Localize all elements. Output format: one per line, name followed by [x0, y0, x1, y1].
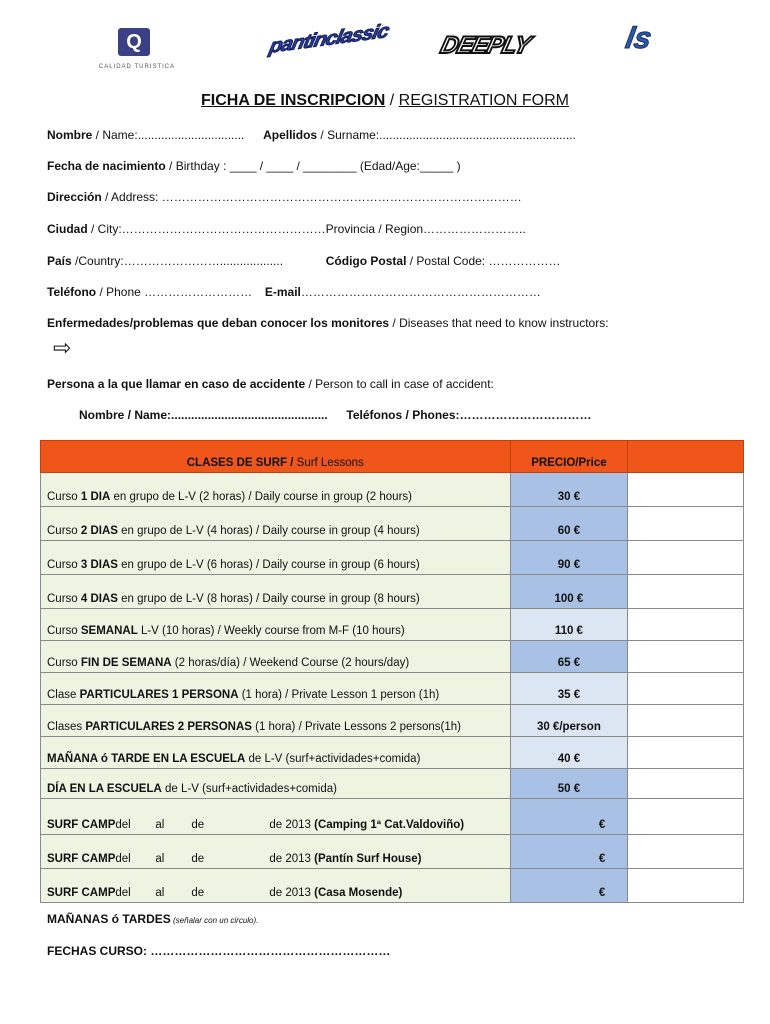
price-table	[40, 440, 744, 903]
pais-blank[interactable]: /Country:……………………...................	[71, 254, 284, 268]
surf-camp-description	[41, 835, 511, 869]
camp-text-year: de 2013	[269, 887, 311, 899]
row-text-pre: Curso	[47, 559, 81, 571]
table-row	[41, 737, 744, 769]
table-row	[41, 575, 744, 609]
row-price: €	[510, 869, 628, 903]
row-price: 110 €	[510, 609, 628, 641]
address-field-row[interactable]	[47, 190, 522, 204]
contacto-nombre-blank[interactable]: Nombre / Name:...............................................	[79, 408, 328, 422]
row-selection-cell[interactable]	[628, 507, 744, 541]
camp-text-de: de	[191, 887, 205, 899]
direccion-blank[interactable]: / Address: ………………………………………………………………………………	[101, 190, 522, 204]
table-row	[41, 769, 744, 799]
telefono-label: Teléfono	[47, 285, 97, 299]
row-text-pre: Clases	[47, 721, 86, 733]
header-blank	[628, 441, 744, 473]
row-description	[41, 473, 511, 507]
table-row	[41, 869, 744, 903]
row-price: 100 €	[510, 575, 628, 609]
row-description	[41, 575, 511, 609]
ls-logo	[623, 22, 674, 66]
header-price: PRECIO/Price	[510, 441, 628, 473]
row-selection-cell[interactable]	[628, 575, 744, 609]
row-selection-cell[interactable]	[628, 835, 744, 869]
persona-label: Persona a la que llamar en caso de accidente	[47, 377, 306, 391]
row-text-pre: Curso	[47, 593, 81, 605]
enfermedades-label: Enfermedades/problemas que deban conocer los monitores	[47, 316, 390, 330]
row-text-post: en grupo de L-V (8 horas) / Daily course in group (8 hours)	[117, 593, 420, 605]
camp-text-del: del	[115, 853, 131, 865]
row-selection-cell[interactable]	[628, 641, 744, 673]
price-table-header	[41, 441, 744, 473]
table-row	[41, 473, 744, 507]
row-description	[41, 737, 511, 769]
row-text-post: (1 hora) / Private Lesson 1 person (1h)	[238, 689, 440, 701]
fechas-curso-row[interactable]	[47, 944, 390, 958]
row-text-post: de L-V (surf+actividades+comida)	[161, 783, 337, 795]
table-row	[41, 641, 744, 673]
ls-logo-text: ls	[623, 22, 655, 55]
camp-text-place: (Casa Mosende)	[310, 887, 403, 899]
mananas-tardes-row	[47, 912, 258, 926]
table-row	[41, 799, 744, 835]
surf-camp-description	[41, 869, 511, 903]
table-row	[41, 541, 744, 575]
persona-label-en: / Person to call in case of accident:	[305, 377, 494, 391]
row-price: 90 €	[510, 541, 628, 575]
camp-text-al: al	[155, 853, 165, 865]
calidad-q-mark: Q	[118, 28, 150, 56]
city-field-row[interactable]	[47, 222, 526, 236]
row-text-bold: FIN DE SEMANA	[80, 657, 172, 669]
row-description	[41, 641, 511, 673]
mananas-label: MAÑANAS ó TARDES	[47, 912, 171, 926]
row-price: 30 €/person	[510, 705, 628, 737]
calidad-caption: CALIDAD TURISTICA	[98, 64, 176, 70]
row-description	[41, 541, 511, 575]
row-text-post: (1 hora) / Private Lessons 2 persons(1h)	[251, 721, 461, 733]
camp-text-de: de	[191, 853, 205, 865]
table-row	[41, 609, 744, 641]
email-blank[interactable]: ……………………………………………………	[300, 285, 541, 299]
row-text-bold: PARTICULARES 1 PERSONA	[79, 689, 239, 701]
row-text-bold: DÍA EN LA ESCUELA	[47, 783, 162, 795]
table-row	[41, 705, 744, 737]
row-selection-cell[interactable]	[628, 705, 744, 737]
row-text-bold: 3 DIAS	[80, 559, 118, 571]
name-field-row[interactable]	[47, 128, 576, 142]
enfermedades-label-en: / Diseases that need to know instructors:	[389, 316, 609, 330]
email-label: E-mail	[264, 285, 301, 299]
fecha-label: Fecha de nacimiento	[47, 159, 166, 173]
right-arrow-icon: ⇨	[53, 335, 72, 360]
direccion-label: Dirección	[47, 190, 102, 204]
row-text-post: (2 horas/día) / Weekend Course (2 hours/day)	[171, 657, 410, 669]
contact-name-phone-row[interactable]	[79, 408, 592, 422]
birthday-field-row[interactable]	[47, 159, 461, 173]
row-text-bold: 2 DIAS	[80, 525, 118, 537]
camp-text-year: de 2013	[269, 853, 311, 865]
calidad-turistica-logo	[92, 28, 182, 78]
camp-text-place: (Camping 1ª Cat.Valdoviño)	[310, 819, 465, 831]
camp-text-year: de 2013	[269, 819, 311, 831]
row-price: 60 €	[510, 507, 628, 541]
row-text-pre: Curso	[47, 491, 81, 503]
camp-text-del: del	[115, 887, 131, 899]
fechas-curso-blank[interactable]: FECHAS CURSO: ……………………………………………………	[47, 944, 391, 958]
row-selection-cell[interactable]	[628, 541, 744, 575]
title-en: REGISTRATION FORM	[398, 92, 570, 109]
row-text-post: L-V (10 horas) / Weekly course from M-F (10 hours)	[137, 625, 405, 637]
row-selection-cell[interactable]	[628, 609, 744, 641]
title-sep: /	[385, 92, 399, 109]
row-price: 50 €	[510, 769, 628, 799]
pais-label: País	[47, 254, 72, 268]
row-text-pre: Clase	[47, 689, 80, 701]
row-description	[41, 507, 511, 541]
row-selection-cell[interactable]	[628, 737, 744, 769]
fecha-blank[interactable]: / Birthday : ____ / ____ / ________ (Edad/Age:_____ )	[165, 159, 461, 173]
table-row	[41, 507, 744, 541]
row-text-bold: SEMANAL	[80, 625, 138, 637]
row-selection-cell[interactable]	[628, 869, 744, 903]
row-text-bold: PARTICULARES 2 PERSONAS	[85, 721, 252, 733]
header-es: CLASES DE SURF /	[186, 457, 294, 469]
camp-text-al: al	[155, 887, 165, 899]
camp-text-bold: SURF CAMP	[47, 853, 116, 865]
codigo-postal-blank[interactable]: / Postal Code: ………………	[406, 254, 561, 268]
table-row	[41, 673, 744, 705]
row-selection-cell[interactable]	[628, 769, 744, 799]
camp-text-del: del	[115, 819, 131, 831]
row-text-pre: Curso	[47, 625, 81, 637]
apellidos-label: Apellidos	[263, 128, 318, 142]
table-row	[41, 835, 744, 869]
row-price: 35 €	[510, 673, 628, 705]
row-text-post: en grupo de L-V (2 horas) / Daily course in group (2 hours)	[110, 491, 412, 503]
row-description	[41, 673, 511, 705]
camp-text-place: (Pantín Surf House)	[310, 853, 422, 865]
header-en: Surf Lessons	[293, 457, 364, 469]
emergency-contact-row	[47, 377, 494, 391]
row-description	[41, 705, 511, 737]
row-selection-cell[interactable]	[628, 673, 744, 705]
ciudad-label: Ciudad	[47, 222, 88, 236]
row-price: 40 €	[510, 737, 628, 769]
row-description	[41, 609, 511, 641]
row-selection-cell[interactable]	[628, 473, 744, 507]
deeply-logo-text: DEEPLY	[437, 32, 533, 59]
surf-camp-description	[41, 799, 511, 835]
telefono-blank[interactable]: / Phone ………………………	[96, 285, 253, 299]
logo-strip	[0, 18, 770, 74]
mananas-note: (señalar con un circulo).	[170, 916, 259, 925]
header-lessons	[41, 441, 511, 473]
row-text-post: de L-V (surf+actividades+comida)	[245, 753, 421, 765]
row-price: €	[510, 799, 628, 835]
deeply-logo	[437, 32, 543, 59]
row-text-post: en grupo de L-V (4 horas) / Daily course in group (4 hours)	[117, 525, 420, 537]
pantin-logo-text: pantinclassic	[267, 20, 391, 58]
page-title	[0, 92, 770, 110]
row-description	[41, 769, 511, 799]
camp-text-al: al	[155, 819, 165, 831]
phone-field-row[interactable]	[47, 285, 541, 299]
contacto-telefonos-blank[interactable]: Teléfonos / Phones:……………………………	[346, 408, 592, 422]
row-text-bold: 1 DIA	[80, 491, 111, 503]
ciudad-blank[interactable]: / City:……………………………………………Provincia / Region……………………..	[87, 222, 526, 236]
row-price: 30 €	[510, 473, 628, 507]
pantin-classic-logo	[267, 20, 391, 64]
country-field-row[interactable]	[47, 254, 560, 268]
row-selection-cell[interactable]	[628, 799, 744, 835]
camp-text-bold: SURF CAMP	[47, 819, 116, 831]
nombre-blank[interactable]: / Name:................................	[92, 128, 245, 142]
nombre-label: Nombre	[47, 128, 93, 142]
camp-text-de: de	[191, 819, 205, 831]
camp-text-bold: SURF CAMP	[47, 887, 116, 899]
row-text-bold: MAÑANA ó TARDE EN LA ESCUELA	[47, 753, 246, 765]
row-price: €	[510, 835, 628, 869]
title-es: FICHA DE INSCRIPCION	[200, 92, 386, 109]
apellidos-blank[interactable]: / Surname:...........................................................	[317, 128, 576, 142]
row-text-pre: Curso	[47, 657, 81, 669]
codigo-postal-label: Código Postal	[325, 254, 407, 268]
row-text-post: en grupo de L-V (6 horas) / Daily course in group (6 hours)	[117, 559, 420, 571]
row-text-bold: 4 DIAS	[80, 593, 118, 605]
row-text-pre: Curso	[47, 525, 81, 537]
diseases-field-row	[47, 316, 609, 330]
row-price: 65 €	[510, 641, 628, 673]
